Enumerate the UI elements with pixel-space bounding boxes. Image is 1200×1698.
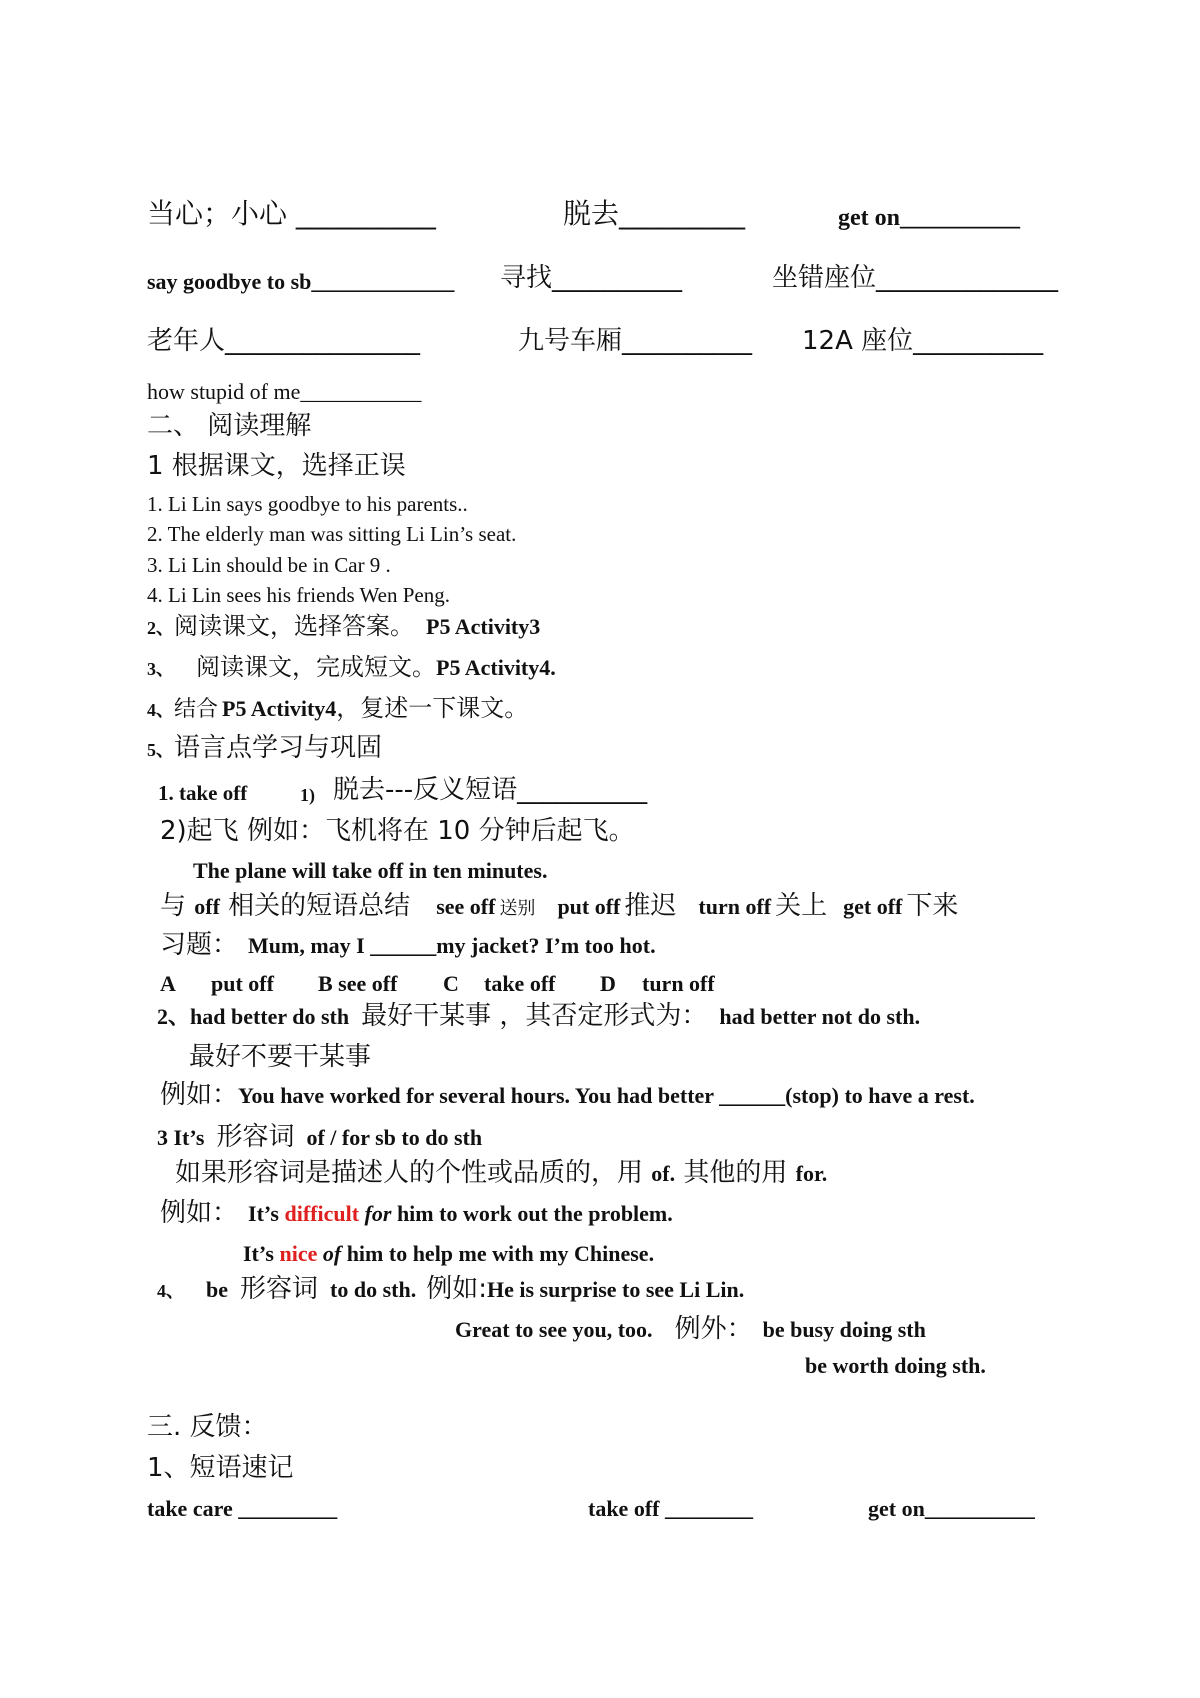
point3-ex2-b: him to help me with my Chinese. — [341, 1241, 655, 1266]
point4-line3: be worth doing sth. — [805, 1353, 986, 1378]
vocab-row2-item3: 坐错座位______________ — [772, 263, 1059, 293]
vocab-row2-item2: 寻找__________ — [500, 263, 683, 293]
task-4 — [147, 696, 528, 721]
vocab-row1-item3: get on__________ — [838, 205, 1020, 231]
option-c-letter: C — [443, 971, 459, 996]
task-4-num: 4、 — [147, 700, 174, 720]
section2-heading: 二、 阅读理解 — [147, 411, 312, 441]
exercise — [160, 932, 656, 958]
vocab-row3-item1: 老年人_______________ — [147, 326, 421, 356]
point1-example: The plane will take off in ten minutes. — [193, 858, 548, 883]
option-d-text: turn off — [642, 971, 715, 996]
summary-intro-en: off — [194, 894, 220, 919]
point3-cn1: 形容词 — [216, 1122, 295, 1152]
summary-item-cn: 下来 — [906, 891, 959, 921]
summary-item-en: turn off — [698, 894, 772, 919]
point3-example1 — [160, 1200, 673, 1226]
point4-line2-en2: be busy doing sth — [762, 1317, 926, 1342]
vocab-row2-item1: say goodbye to sb_____________ — [147, 269, 455, 294]
point3-ex1-it: for — [359, 1201, 392, 1226]
point2-en2: had better not do sth. — [719, 1004, 921, 1029]
point2-ex-text: You have worked for several hours. You had better ______(stop) to have a rest. — [238, 1083, 975, 1108]
section3-heading: 三. 反馈： — [147, 1412, 268, 1442]
task-3-en: P5 Activity4. — [436, 655, 556, 680]
point4-en1: be — [206, 1277, 228, 1302]
task-2-en: P5 Activity3 — [426, 614, 541, 639]
option-d-letter: D — [600, 971, 616, 996]
point2 — [157, 1003, 920, 1029]
point3-ex1-b: him to work out the problem. — [391, 1201, 673, 1226]
point2-en1: 2、had better do sth — [157, 1004, 350, 1029]
point4 — [157, 1276, 744, 1302]
task-2 — [147, 614, 540, 638]
point3-ex2-red: nice — [279, 1241, 318, 1266]
point2-cn1: 最好干某事 ，其否定形式为： — [361, 1001, 708, 1031]
point4-en2: to do sth. — [330, 1277, 417, 1302]
statement-1: 1. Li Lin says goodbye to his parents.. — [147, 492, 468, 516]
option-b: B see off — [318, 971, 398, 996]
task-5-cn: 语言点学习与巩固 — [174, 733, 383, 763]
task-2-num: 2、 — [147, 618, 174, 638]
point4-en3: He is surprise to see Li Lin. — [486, 1277, 745, 1302]
statement-4: 4. Li Lin sees his friends Wen Peng. — [147, 583, 450, 607]
summary-item-en: put off — [557, 894, 621, 919]
point4-num: 4、 — [157, 1281, 184, 1301]
point1-sub2: 2)起飞 例如：飞机将在 10 分钟后起飞。 — [160, 816, 635, 846]
point2-cn2: 最好不要干某事 — [189, 1042, 372, 1072]
option-c-text: take off — [484, 971, 556, 996]
point3-rule-en2: for. — [795, 1161, 828, 1186]
point3-en2: of / for sb to do sth — [306, 1125, 483, 1150]
vocab-row1-item2: 脱去_________ — [563, 197, 746, 230]
point4-line2-cn: 例外： — [674, 1314, 753, 1344]
point1-sub1-text: 脱去---反义短语__________ — [333, 775, 648, 805]
option-a-text: put off — [211, 971, 274, 996]
statement-3: 3. Li Lin should be in Car 9 . — [147, 553, 391, 577]
task-3-num: 3、 — [147, 659, 174, 679]
point3-ex2-it: of — [317, 1241, 342, 1266]
point3-rule — [175, 1160, 827, 1186]
summary-item-cn: 送别 — [499, 898, 536, 919]
vocab-row3-item3: 12A 座位__________ — [802, 326, 1044, 356]
task-3-cn: 阅读课文，完成短文。 — [196, 653, 436, 681]
point3-ex1-red: difficult — [284, 1201, 360, 1226]
point3-ex2-a: It’s — [243, 1241, 280, 1266]
summary-item-en: see off — [436, 894, 496, 919]
point3-rule-en1: of. — [651, 1161, 676, 1186]
point4-cn2: 例如: — [426, 1274, 487, 1304]
summary-item-en: get off — [843, 894, 903, 919]
feedback-item-3: get on__________ — [868, 1496, 1035, 1521]
point3 — [157, 1124, 482, 1150]
point1-sub1-num: 1) — [300, 785, 315, 805]
statement-2: 2. The elderly man was sitting Li Lin’s seat. — [147, 522, 517, 546]
vocab-row1-item1: 当心；小心 __________ — [147, 197, 436, 230]
point3-rule-cn1: 如果形容词是描述人的个性或品质的，用 — [175, 1158, 652, 1188]
section3-sub1: 1、短语速记 — [147, 1453, 294, 1483]
exercise-label: 习题： — [160, 930, 239, 960]
task-5 — [147, 735, 382, 761]
exercise-text: Mum, may I ______my jacket? I’m too hot. — [248, 933, 656, 958]
vocab-row4-item1: how stupid of me___________ — [147, 379, 422, 404]
point2-ex-label: 例如： — [160, 1080, 239, 1110]
point4-line2-en: Great to see you, too. — [455, 1317, 653, 1342]
point3-ex1-a: It’s — [248, 1201, 285, 1226]
point1-label: 1. take off — [158, 781, 248, 805]
summary-intro-cn2: 相关的短语总结 — [219, 891, 411, 921]
task-4-cn2: ，复述一下课文。 — [336, 694, 529, 722]
feedback-item-1: take care _________ — [147, 1496, 338, 1521]
feedback-item-2: take off ________ — [588, 1496, 753, 1521]
point4-cn1: 形容词 — [240, 1274, 319, 1304]
task-3 — [147, 655, 556, 679]
task-4-cn1: 结合 — [174, 697, 219, 722]
summary-item-cn: 关上 — [775, 891, 828, 921]
point4-line2 — [455, 1316, 926, 1342]
task-2-cn: 阅读课文，选择答案。 — [174, 612, 414, 640]
off-summary — [160, 893, 958, 919]
task-4-en: P5 Activity4 — [222, 696, 337, 721]
point2-example — [160, 1082, 975, 1108]
section2-sub1: 1 根据课文，选择正误 — [147, 451, 406, 481]
point3-example2 — [243, 1243, 654, 1265]
task-5-num: 5、 — [147, 740, 174, 760]
vocab-row3-item2: 九号车厢__________ — [518, 326, 753, 356]
point3-rule-cn2: 其他的用 — [675, 1158, 796, 1188]
summary-item-cn: 推迟 — [624, 891, 677, 921]
summary-intro-cn: 与 — [160, 891, 195, 921]
point3-en1: 3 It’s — [157, 1125, 205, 1150]
point3-ex-label: 例如： — [160, 1198, 239, 1228]
option-a-letter: A — [160, 971, 176, 996]
